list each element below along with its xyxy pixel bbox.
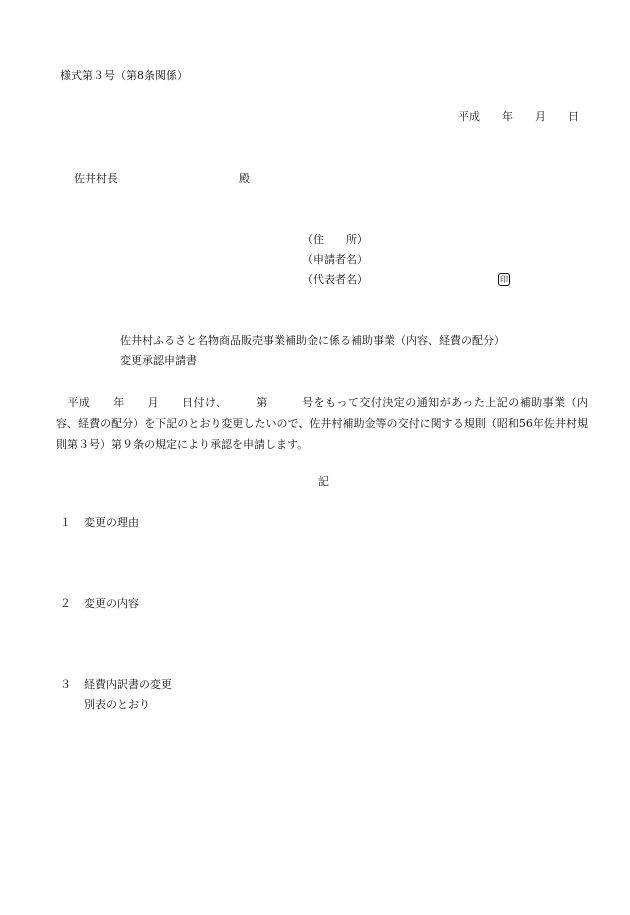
- document-title-line1: 佐井村ふるさと名物商品販売事業補助金に係る補助事業（内容、経費の配分）: [120, 334, 505, 347]
- form-number: 様式第３号（第8条関係）: [60, 69, 188, 82]
- item-2-label: 変更の内容: [84, 597, 139, 610]
- ki-heading: 記: [318, 475, 329, 488]
- representative-label: （代表者名）: [302, 273, 368, 286]
- seal-mark: [498, 273, 510, 286]
- document-title-line2: 変更承認申請書: [120, 354, 197, 367]
- addressee: 佐井村長: [74, 172, 118, 185]
- applicant-name-label: （申請者名）: [302, 253, 368, 266]
- honorific: 殿: [239, 172, 250, 185]
- address-label: （住 所）: [302, 233, 368, 246]
- seal-icon: 印: [500, 275, 508, 284]
- item-1-label: 変更の理由: [84, 516, 139, 529]
- item-2-number: ２: [60, 597, 71, 610]
- item-3-label: 経費内訳書の変更: [84, 678, 172, 691]
- body-paragraph: 平成 年 月 日付け、 第 号をもって交付決定の通知があった上記の補助事業（内容、経費の配分）を下記のとおり変更したいので、佐井村補助金等の交付に関する規則（昭和56年佐井村規則第３号）第９条の規定により承認を申請します。: [56, 396, 588, 451]
- item-1-number: １: [60, 516, 71, 529]
- date-line: 平成 年 月 日: [458, 110, 579, 123]
- item-3-detail: 別表のとおり: [84, 698, 150, 711]
- item-3-number: ３: [60, 678, 71, 691]
